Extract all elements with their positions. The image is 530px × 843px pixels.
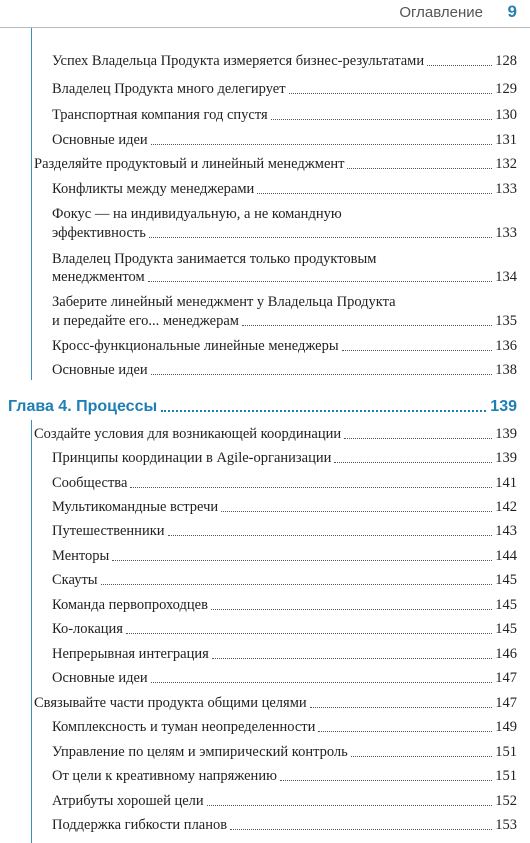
toc-entry[interactable]	[52, 361, 517, 379]
leader-dots	[242, 325, 492, 326]
leader-dots	[149, 237, 492, 238]
toc-entry-page: 144	[495, 548, 517, 564]
toc-entry-label: От цели к креативному напряжению	[52, 768, 277, 784]
leader-dots	[351, 756, 492, 757]
toc-entry-label: Непрерывная интеграция	[52, 646, 209, 662]
toc-entry-page: 149	[495, 719, 517, 735]
leader-dots	[221, 511, 492, 512]
toc-entry[interactable]	[52, 620, 517, 638]
leader-dots	[347, 168, 492, 169]
leader-dots	[151, 374, 493, 375]
toc-entry-label: менеджментом	[52, 269, 145, 285]
toc-entry[interactable]	[52, 816, 517, 834]
toc-entry[interactable]	[52, 80, 517, 98]
toc-entry-label: Управление по целям и эмпирический контроль	[52, 744, 348, 760]
section-bar-bottom	[31, 420, 32, 843]
toc-entry-label: Атрибуты хорошей цели	[52, 793, 204, 809]
leader-dots	[230, 829, 492, 830]
toc-entry-label: Основные идеи	[52, 132, 148, 148]
toc-entry-page: 153	[495, 817, 517, 833]
toc-entry-label: Ко-локация	[52, 621, 123, 637]
toc-entry[interactable]	[52, 180, 517, 198]
toc-section-label: Связывайте части продукта общими целями	[34, 695, 307, 711]
toc-entry-page: 130	[495, 107, 517, 123]
toc-entry-page: 136	[495, 338, 517, 354]
toc-entry[interactable]	[52, 268, 517, 286]
leader-dots	[280, 780, 492, 781]
header-divider	[0, 27, 530, 28]
toc-entry-page: 147	[495, 670, 517, 686]
toc-entry-page: 145	[495, 621, 517, 637]
toc-entry-page: 143	[495, 523, 517, 539]
leader-dots	[211, 609, 492, 610]
toc-entry[interactable]	[52, 449, 517, 467]
toc-chapter-page: 139	[490, 398, 517, 415]
toc-entry[interactable]	[52, 106, 517, 124]
page-number: 9	[507, 2, 517, 21]
toc-entry-label: Успех Владельца Продукта измеряется бизнес-результатами	[52, 53, 425, 69]
toc-entry-label: Основные идеи	[52, 670, 148, 686]
leader-dots	[427, 65, 492, 66]
toc-entry[interactable]	[52, 131, 517, 149]
toc-entry-label: Команда первопроходцев	[52, 597, 208, 613]
toc-entry-label: Комплексность и туман неопределенности	[52, 719, 316, 735]
toc-entry-label: Поддержка гибкости планов	[52, 817, 228, 833]
toc-entry-label: Владелец Продукта много делегирует	[52, 81, 286, 97]
toc-section-page: 147	[495, 695, 517, 711]
section-bar-top	[31, 28, 32, 380]
leader-dots	[289, 93, 493, 94]
toc-entry-page: 151	[495, 768, 517, 784]
toc-entry-label: Сообщества	[52, 475, 128, 491]
toc-entry-label: Транспортная компания год спустя	[52, 107, 268, 123]
toc-entry-label: Мультикомандные встречи	[52, 499, 219, 515]
toc-chapter-label: Глава 4. Процессы	[8, 398, 158, 415]
leader-dots	[342, 350, 493, 351]
toc-entry-label: Конфликты между менеджерами	[52, 181, 255, 197]
toc-entry[interactable]	[52, 645, 517, 663]
toc-entry-label: эффективность	[52, 225, 146, 241]
toc-entry-page: 131	[495, 132, 517, 148]
leader-dots	[257, 193, 492, 194]
toc-entry-page: 128	[495, 53, 517, 69]
toc-entry[interactable]	[52, 522, 517, 540]
toc-entry-page: 151	[495, 744, 517, 760]
leader-dots	[271, 119, 493, 120]
toc-section[interactable]	[34, 425, 517, 443]
leader-dots	[334, 462, 492, 463]
leader-dots	[148, 281, 493, 282]
leader-dots	[101, 584, 493, 585]
toc-entry[interactable]	[52, 312, 517, 330]
running-header-title: Оглавление	[399, 4, 483, 21]
toc-entry-page: 146	[495, 646, 517, 662]
leader-dots	[212, 658, 492, 659]
toc-entry-page: 138	[495, 362, 517, 378]
toc-entry[interactable]	[52, 743, 517, 761]
leader-dots	[168, 535, 493, 536]
toc-entry-label: Путешественники	[52, 523, 165, 539]
leader-dots	[310, 707, 493, 708]
toc-entry-label: и передайте его... менеджерам	[52, 313, 239, 329]
toc-entry-line1: Владелец Продукта занимается только продуктовым	[52, 251, 377, 267]
toc-entry-label: Скауты	[52, 572, 98, 588]
toc-entry-page: 129	[495, 81, 517, 97]
toc-entry-label: Менторы	[52, 548, 110, 564]
leader-dots	[130, 487, 492, 488]
toc-entry-page: 135	[495, 313, 517, 329]
toc-entry-label: Основные идеи	[52, 362, 148, 378]
toc-entry-line1: Фокус — на индивидуальную, а не командную	[52, 206, 342, 222]
toc-entry[interactable]	[52, 474, 517, 492]
toc-entry[interactable]	[52, 571, 517, 589]
toc-entry-page: 133	[495, 225, 517, 241]
leader-dots	[207, 805, 493, 806]
toc-section-label: Разделяйте продуктовый и линейный менеджмент	[34, 156, 345, 172]
toc-entry[interactable]	[52, 224, 517, 242]
toc-entry-page: 145	[495, 597, 517, 613]
toc-entry[interactable]	[52, 669, 517, 687]
leader-dots	[151, 682, 493, 683]
toc-entry[interactable]	[52, 52, 517, 70]
toc-section-label: Создайте условия для возникающей координации	[34, 426, 342, 442]
toc-entry-page: 142	[495, 499, 517, 515]
running-header	[0, 0, 530, 28]
toc-entry-page: 152	[495, 793, 517, 809]
toc-entry[interactable]	[52, 792, 517, 810]
toc-entry[interactable]	[52, 767, 517, 785]
toc-entry[interactable]	[52, 718, 517, 736]
toc-entry[interactable]	[52, 547, 517, 565]
leader-dots	[344, 438, 492, 439]
toc-entry[interactable]	[52, 596, 517, 614]
toc-entry-page: 133	[495, 181, 517, 197]
leader-dots	[126, 633, 492, 634]
toc-entry-line1: Заберите линейный менеджмент у Владельца Продукта	[52, 294, 396, 310]
toc-section-page: 132	[495, 156, 517, 172]
toc-entry-page: 145	[495, 572, 517, 588]
toc-entry-label: Кросс-функциональные линейные менеджеры	[52, 338, 339, 354]
toc-section-page: 139	[495, 426, 517, 442]
toc-entry-page: 139	[495, 450, 517, 466]
toc-entry[interactable]	[52, 337, 517, 355]
toc-entry-page: 141	[495, 475, 517, 491]
toc-entry-label: Принципы координации в Agile-организации	[52, 450, 332, 466]
toc-chapter[interactable]	[8, 397, 517, 417]
leader-dots	[161, 410, 486, 412]
leader-dots	[318, 731, 492, 732]
toc-section[interactable]	[34, 694, 517, 712]
leader-dots	[151, 144, 493, 145]
toc-section[interactable]	[34, 155, 517, 173]
leader-dots	[112, 560, 492, 561]
toc-entry[interactable]	[52, 498, 517, 516]
toc-entry-page: 134	[495, 269, 517, 285]
